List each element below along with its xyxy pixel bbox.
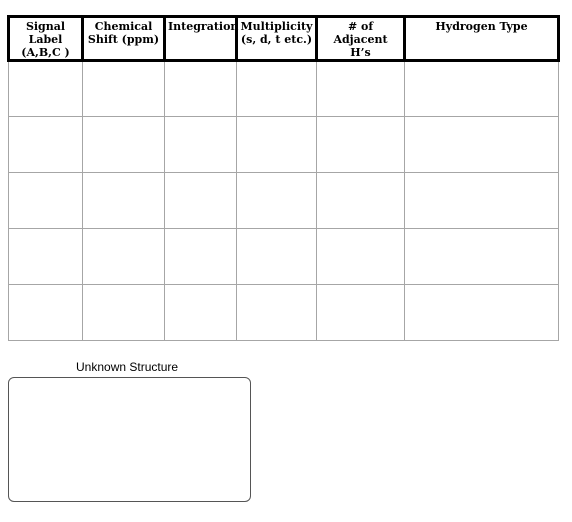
table-header-row	[9, 17, 559, 61]
table-cell[interactable]	[83, 285, 165, 341]
table-cell[interactable]	[237, 173, 317, 229]
unknown-structure-box[interactable]	[8, 377, 251, 502]
table-cell[interactable]	[317, 117, 405, 173]
table-cell[interactable]	[9, 117, 83, 173]
table-cell[interactable]	[165, 173, 237, 229]
table-cell[interactable]	[9, 173, 83, 229]
table-row	[9, 61, 559, 117]
table-cell[interactable]	[165, 285, 237, 341]
table-cell[interactable]	[83, 173, 165, 229]
header-chemical-shift: Chemical Shift (ppm)	[83, 17, 165, 61]
header-adjacent-h: # of Adjacent H’s	[317, 17, 405, 61]
table-cell[interactable]	[405, 117, 559, 173]
table-cell[interactable]	[165, 61, 237, 117]
table-cell[interactable]	[9, 61, 83, 117]
table-cell[interactable]	[317, 229, 405, 285]
table-row	[9, 117, 559, 173]
table-cell[interactable]	[317, 61, 405, 117]
table-cell[interactable]	[9, 285, 83, 341]
table-row	[9, 285, 559, 341]
table-cell[interactable]	[9, 229, 83, 285]
table-cell[interactable]	[317, 285, 405, 341]
table-cell[interactable]	[83, 229, 165, 285]
header-signal-label: Signal Label (A,B,C )	[9, 17, 83, 61]
unknown-structure-label: Unknown Structure	[76, 360, 179, 374]
table-cell[interactable]	[405, 173, 559, 229]
table-row	[9, 173, 559, 229]
table-cell[interactable]	[165, 229, 237, 285]
header-hydrogen-type: Hydrogen Type	[405, 17, 559, 61]
nmr-data-table	[7, 15, 560, 341]
table-row	[9, 229, 559, 285]
table-cell[interactable]	[405, 61, 559, 117]
table-cell[interactable]	[405, 229, 559, 285]
table-cell[interactable]	[237, 229, 317, 285]
table-cell[interactable]	[83, 117, 165, 173]
table-cell[interactable]	[165, 117, 237, 173]
table-cell[interactable]	[405, 285, 559, 341]
table-cell[interactable]	[237, 117, 317, 173]
table-cell[interactable]	[83, 61, 165, 117]
table-cell[interactable]	[237, 61, 317, 117]
table-cell[interactable]	[317, 173, 405, 229]
header-multiplicity: Multiplicity (s, d, t etc.)	[237, 17, 317, 61]
header-integration: Integration	[165, 17, 237, 61]
table-cell[interactable]	[237, 285, 317, 341]
